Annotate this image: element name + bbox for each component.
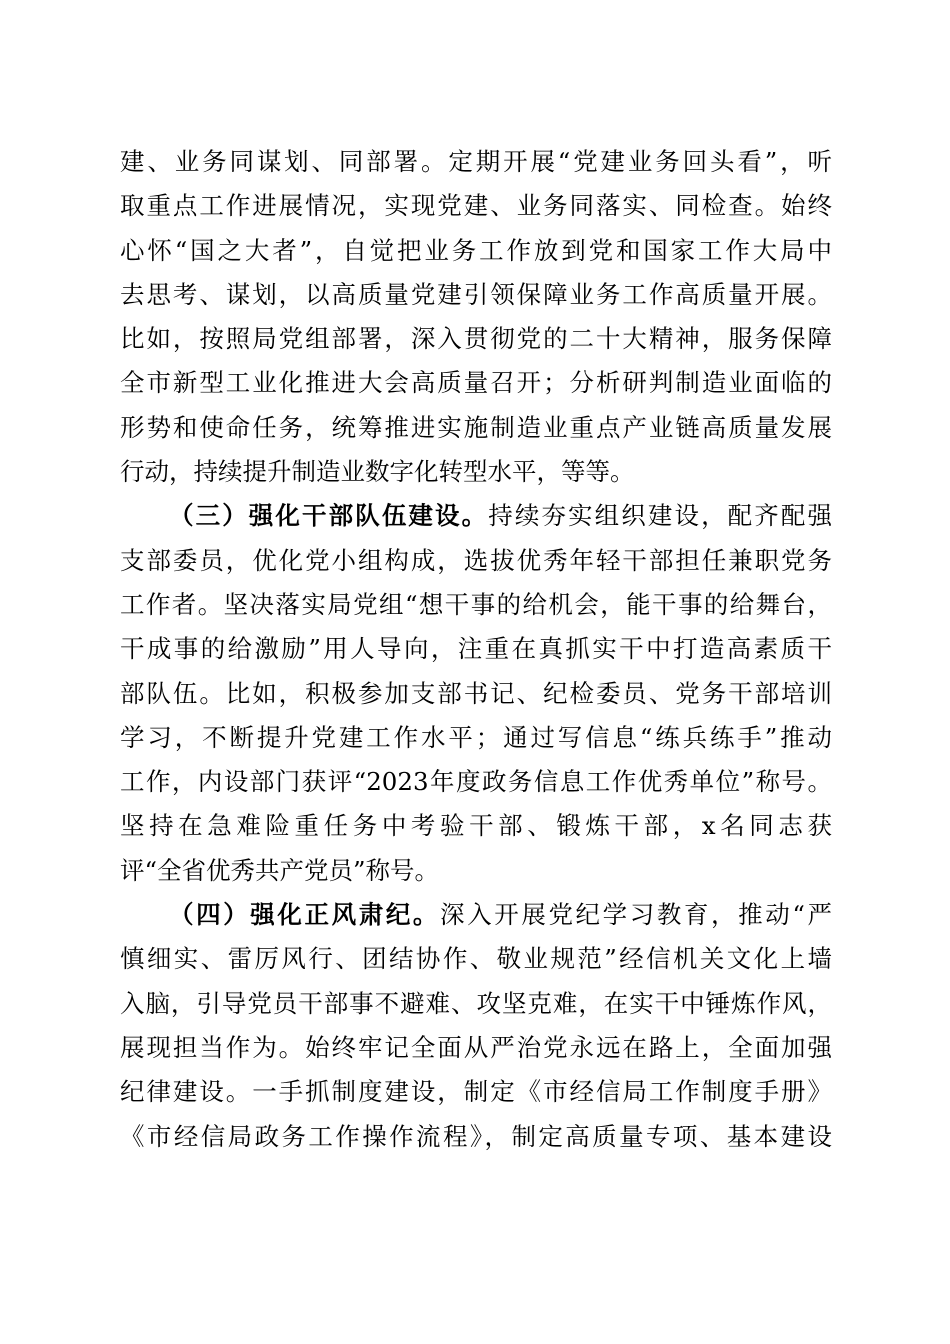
text-line: 支部委员，优化党小组构成，选拔优秀年轻干部担任兼职党务 — [120, 545, 832, 575]
text-line: 入脑，引导党员干部事不避难、攻坚克难，在实干中锤炼作风， — [120, 988, 832, 1018]
section-heading-cadre-team: （三）强化干部队伍建设。 — [169, 501, 489, 531]
text-line: 纪律建设。一手抓制度建设，制定《市经信局工作制度手册》 — [120, 1077, 832, 1107]
text-line: 坚持在急难险重任务中考验干部、锻炼干部，x名同志获 — [120, 811, 832, 841]
document-body — [120, 140, 832, 1159]
text-line: 《市经信局政务工作操作流程》，制定高质量专项、基本建设 — [120, 1121, 832, 1151]
text-line: 行动，持续提升制造业数字化转型水平，等等。 — [120, 457, 635, 487]
text-line: 展现担当作为。始终牢记全面从严治党永远在路上，全面加强 — [120, 1032, 832, 1062]
paragraph-discipline — [120, 893, 832, 1159]
section-heading-discipline: （四）强化正风肃纪。 — [169, 900, 441, 930]
text-line: 形势和使命任务，统筹推进实施制造业重点产业链高质量发展 — [120, 412, 832, 442]
paragraph-party-building-continued — [120, 140, 832, 494]
text-line: 建、业务同谋划、同部署。定期开展“党建业务回头看”，听 — [120, 147, 832, 176]
text-line: 全市新型工业化推进大会高质量召开；分析研判制造业面临的 — [120, 368, 832, 398]
text-line: 学习，不断提升党建工作水平；通过写信息“练兵练手”推动 — [120, 722, 832, 752]
text-line-first — [120, 494, 832, 538]
paragraph-cadre-team — [120, 494, 832, 893]
text-line: 评“全省优秀共产党员”称号。 — [120, 855, 440, 885]
text-line: 去思考、谋划，以高质量党建引领保障业务工作高质量开展。 — [120, 279, 832, 309]
text-fragment: 持续夯实组织建设，配齐配强 — [488, 501, 832, 531]
text-line: 心怀“国之大者”，自觉把业务工作放到党和国家工作大局中 — [120, 235, 832, 265]
text-line: 慎细实、雷厉风行、团结协作、敬业规范”经信机关文化上墙 — [120, 944, 832, 974]
text-line: 工作，内设部门获评“2023年度政务信息工作优秀单位”称号。 — [120, 767, 832, 797]
text-line: 干成事的给激励”用人导向，注重在真抓实干中打造高素质干 — [120, 634, 832, 664]
text-line: 取重点工作进展情况，实现党建、业务同落实、同检查。始终 — [120, 191, 832, 221]
text-line-first — [120, 893, 832, 937]
text-fragment: 深入开展党纪学习教育，推动“严 — [440, 900, 832, 930]
text-line: 比如，按照局党组部署，深入贯彻党的二十大精神，服务保障 — [120, 324, 832, 354]
text-line: 部队伍。比如，积极参加支部书记、纪检委员、党务干部培训 — [120, 678, 832, 708]
text-line: 工作者。坚决落实局党组“想干事的给机会，能干事的给舞台， — [120, 589, 832, 619]
